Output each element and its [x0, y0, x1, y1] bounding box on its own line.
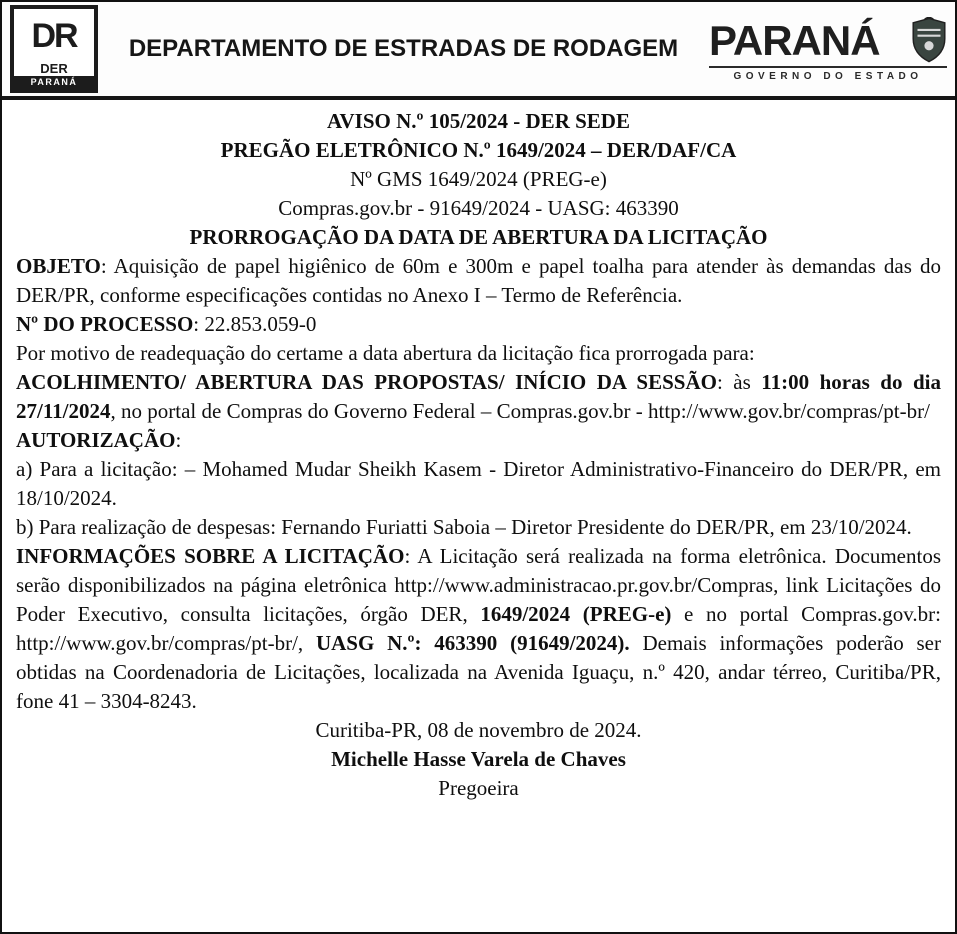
acolhimento-mid: : às	[716, 370, 762, 394]
parana-logo-top	[709, 17, 947, 63]
notice-body	[2, 100, 955, 803]
notice-heading-prorrogacao: PRORROGAÇÃO DA DATA DE ABERTURA DA LICITAÇÃO	[189, 225, 768, 249]
informacoes-paragraph	[16, 542, 941, 716]
autorizacao-item-a: a) Para a licitação: – Mohamed Mudar Sheikh Kasem - Diretor Administrativo-Financeiro do DER/PR, em 18/10/2024.	[16, 457, 941, 510]
date-line: Curitiba-PR, 08 de novembro de 2024.	[315, 718, 642, 742]
parana-wordmark: PARANÁ	[709, 16, 880, 64]
der-logo	[10, 5, 98, 93]
informacoes-pregao-number: 1649/2024 (PREG-e)	[480, 602, 672, 626]
header	[2, 2, 955, 100]
notice-heading-compras: Compras.gov.br - 91649/2024 - UASG: 463390	[278, 196, 679, 220]
acolhimento-label: ACOLHIMENTO/ ABERTURA DAS PROPOSTAS/ INÍCIO DA SESSÃO	[16, 370, 717, 394]
notice-heading-pregao: PREGÃO ELETRÔNICO N.º 1649/2024 – DER/DAF/CA	[220, 138, 737, 162]
objeto-paragraph	[16, 252, 941, 310]
notice-heading-aviso: AVISO N.º 105/2024 - DER SEDE	[327, 109, 630, 133]
signer-role: Pregoeira	[438, 776, 519, 800]
der-logo-mark: DR	[31, 16, 77, 55]
signer-name: Michelle Hasse Varela de Chaves	[331, 747, 626, 771]
processo-text: : 22.853.059-0	[193, 312, 317, 336]
informacoes-part1: : A Licitação será realizada na forma eletrônica. Documentos serão disponibilizados na página eletrônica http://www.administracao.pr.gov.br/Compras, link Licitações do Poder Executivo, consulta licitações, órgão DER,	[16, 544, 941, 626]
notice-heading-gms: Nº GMS 1649/2024 (PREG-e)	[350, 167, 607, 191]
informacoes-part2: e no portal Compras.gov.br: http://www.gov.br/compras/pt-br/,	[16, 602, 941, 655]
objeto-text: : Aquisição de papel higiênico de 60m e 300m e papel toalha para atender às demandas das do DER/PR, conforme especificações contidas no Anexo I – Termo de Referência.	[16, 254, 941, 307]
informacoes-uasg: UASG N.º: 463390 (91649/2024).	[315, 631, 630, 655]
processo-paragraph	[16, 310, 941, 339]
department-title: DEPARTAMENTO DE ESTRADAS DE RODAGEM	[128, 35, 679, 62]
informacoes-part3: Demais informações poderão ser obtidas na Coordenadoria de Licitações, localizada na Avenida Iguaçu, n.º 420, andar térreo, Curitiba/PR, fone 41 – 3304-8243.	[16, 631, 941, 713]
autorizacao-heading	[16, 426, 941, 455]
autorizacao-item-b: b) Para realização de despesas: Fernando Furiatti Saboia – Diretor Presidente do DER/PR, em 23/10/2024.	[16, 515, 912, 539]
processo-label: Nº DO PROCESSO	[16, 312, 194, 336]
parana-coat-of-arms-icon	[911, 17, 947, 63]
objeto-label: OBJETO	[16, 254, 101, 278]
parana-tagline: GOVERNO DO ESTADO	[709, 66, 947, 82]
motivo-paragraph: Por motivo de readequação do certame a data abertura da licitação fica prorrogada para:	[16, 341, 755, 365]
autorizacao-label: AUTORIZAÇÃO	[16, 428, 176, 452]
informacoes-label: INFORMAÇÕES SOBRE A LICITAÇÃO	[16, 544, 405, 568]
autorizacao-colon: :	[175, 428, 182, 452]
acolhimento-paragraph	[16, 368, 941, 426]
der-logo-acronym: DER	[40, 61, 68, 76]
der-logo-state: PARANÁ	[14, 76, 94, 89]
parana-government-logo	[709, 17, 947, 82]
acolhimento-rest: , no portal de Compras do Governo Federal – Compras.gov.br - http://www.gov.br/compras/pt-br/	[110, 399, 930, 423]
acolhimento-datetime: 11:00 horas do dia 27/11/2024	[16, 370, 941, 423]
